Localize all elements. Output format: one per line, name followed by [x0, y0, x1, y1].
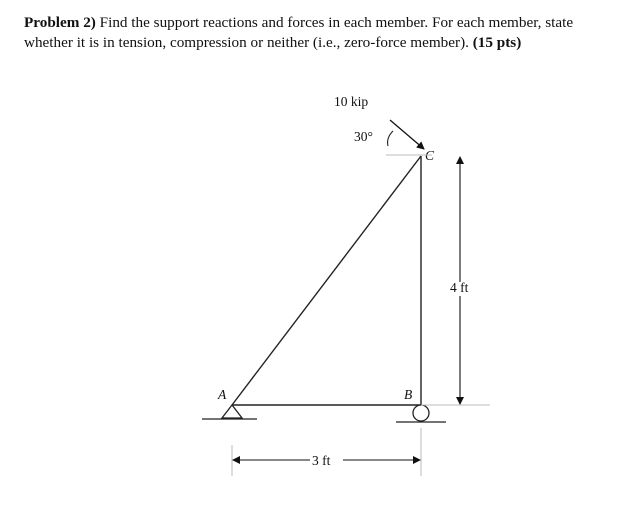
problem-number: Problem 2) — [24, 14, 96, 31]
member-ac — [232, 156, 421, 405]
angle-arc-icon — [388, 131, 393, 146]
roller-support-b — [396, 405, 446, 422]
pin-support-a — [202, 405, 257, 419]
height-label: 4 ft — [450, 280, 469, 295]
node-a-label: A — [218, 387, 227, 402]
node-c-label: C — [425, 148, 435, 163]
load-arrow — [390, 120, 424, 149]
span-label: 3 ft — [312, 453, 331, 468]
load-label: 10 kip — [334, 94, 369, 109]
node-b-label: B — [404, 387, 413, 402]
angle-label: 30° — [354, 129, 373, 144]
problem-points: (15 pts) — [472, 34, 522, 51]
problem-text: Find the support reactions and forces in each member. For each member, state whether it is in tension, compression or neither (i.e., zero-force member). — [24, 14, 574, 51]
